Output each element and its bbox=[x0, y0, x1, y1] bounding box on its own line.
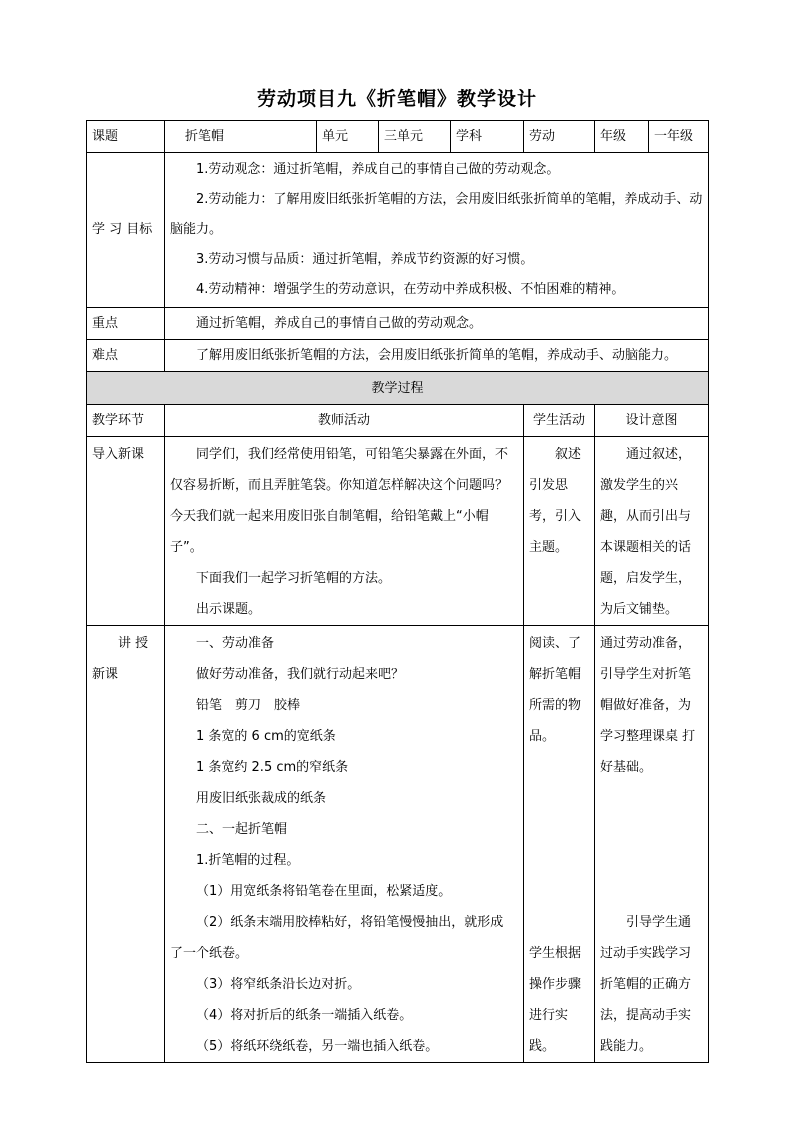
unit-label: 单元 bbox=[317, 121, 379, 153]
teacher-line: 一、劳动准备 bbox=[196, 636, 275, 651]
subject-label: 学科 bbox=[451, 121, 524, 153]
teacher-line: 做好劳动准备，我们就行动起来吧？ bbox=[196, 667, 405, 682]
key-point-row bbox=[87, 308, 709, 340]
lesson-plan-table bbox=[86, 120, 709, 1063]
col-design: 设计意图 bbox=[595, 405, 709, 437]
key-point-label: 重点 bbox=[87, 308, 165, 340]
difficulty-row bbox=[87, 340, 709, 372]
student-cell: 叙述引发思考，引入主题。 bbox=[524, 437, 595, 626]
teacher-line: （4）将对折后的纸条一端插入纸卷。 bbox=[196, 1008, 413, 1023]
teacher-paragraph: 下面我们一起学习折笔帽的方法。 bbox=[196, 571, 392, 586]
process-heading: 教学过程 bbox=[87, 372, 709, 405]
key-point-value: 通过折笔帽，养成自己的事情自己做的劳动观念。 bbox=[165, 308, 709, 340]
goals-label: 学 习 目标 bbox=[87, 153, 165, 308]
goal-item: 4.劳动精神：增强学生的劳动意识，在劳动中养成积极、不怕困难的精神。 bbox=[196, 282, 625, 297]
teacher-line: 用废旧纸张裁成的纸条 bbox=[196, 791, 327, 806]
teacher-line: 1.折笔帽的过程。 bbox=[196, 853, 300, 868]
grade-label: 年级 bbox=[595, 121, 649, 153]
design-intent: 通过劳动准备，引导学生对折笔帽做好准备，为学习整理课桌 打好基础。 bbox=[600, 636, 696, 775]
grade-value: 一年级 bbox=[649, 121, 709, 153]
process-row-teaching bbox=[87, 626, 709, 1063]
goals-row bbox=[87, 153, 709, 308]
teacher-line: 铅笔 剪刀 胶棒 bbox=[196, 698, 301, 713]
stage-cell bbox=[87, 626, 165, 1063]
teacher-cell bbox=[165, 626, 524, 1063]
difficulty-value: 了解用废旧纸张折笔帽的方法，会用废旧纸张折简单的笔帽，养成动手、动脑能力。 bbox=[165, 340, 709, 372]
student-activity: 学生根据操作步骤进行实践。 bbox=[529, 946, 582, 1054]
process-heading-row bbox=[87, 372, 709, 405]
process-column-header-row bbox=[87, 405, 709, 437]
page-title: 劳动项目九《折笔帽》教学设计 bbox=[256, 88, 537, 110]
goals-content bbox=[165, 153, 709, 308]
teacher-line: （3）将窄纸条沿长边对折。 bbox=[196, 977, 361, 992]
teacher-cell bbox=[165, 437, 524, 626]
unit-value: 三单元 bbox=[379, 121, 451, 153]
teacher-line: 二、一起折笔帽 bbox=[196, 822, 288, 837]
course-value: 折笔帽 bbox=[165, 121, 317, 153]
col-stage: 教学环节 bbox=[87, 405, 165, 437]
teacher-line: （1）用宽纸条将铅笔卷在里面，松紧适度。 bbox=[196, 884, 452, 899]
student-cell bbox=[524, 626, 595, 1063]
stage-text: 讲 授 新课 bbox=[92, 636, 149, 682]
teacher-line: （5）将纸环绕纸卷，另一端也插入纸卷。 bbox=[196, 1039, 439, 1054]
student-activity: 阅读、了解折笔帽所需的物品。 bbox=[529, 636, 582, 744]
design-cell: 通过叙述，激发学生的兴趣，从而引出与本课题相关的话题，启发学生，为后文铺垫。 bbox=[595, 437, 709, 626]
difficulty-label: 难点 bbox=[87, 340, 165, 372]
course-label: 课题 bbox=[87, 121, 165, 153]
stage-cell: 导入新课 bbox=[87, 437, 165, 626]
goal-item: 1.劳动观念：通过折笔帽，养成自己的事情自己做的劳动观念。 bbox=[196, 162, 560, 177]
teacher-line: （2）纸条末端用胶棒粘好，将铅笔慢慢抽出，就形成了一个纸卷。 bbox=[170, 915, 504, 961]
subject-value: 劳动 bbox=[524, 121, 595, 153]
header-row bbox=[87, 121, 709, 153]
design-cell bbox=[595, 626, 709, 1063]
process-row-intro bbox=[87, 437, 709, 626]
teacher-line: 1 条宽的 6 cm的宽纸条 bbox=[196, 729, 336, 744]
teacher-paragraph: 出示课题。 bbox=[196, 602, 262, 617]
goal-item: 3.劳动习惯与品质：通过折笔帽，养成节约资源的好习惯。 bbox=[196, 252, 534, 267]
design-intent: 引导学生通过动手实践学习折笔帽的正确方法，提高动手实践能力。 bbox=[600, 915, 692, 1054]
col-teacher: 教师活动 bbox=[165, 405, 524, 437]
goal-item: 2.劳动能力：了解用废旧纸张折笔帽的方法，会用废旧纸张折简单的笔帽，养成动手、动脑能力。 bbox=[170, 192, 703, 237]
teacher-line: 1 条宽约 2.5 cm的窄纸条 bbox=[196, 760, 349, 775]
teacher-paragraph: 同学们，我们经常使用铅笔，可铅笔尖暴露在外面，不仅容易折断，而且弄脏笔袋。你知道怎样解决这个问题吗？今天我们就一起来用废旧张自制笔帽，给铅笔戴上“小帽子”。 bbox=[170, 447, 509, 555]
col-student: 学生活动 bbox=[524, 405, 595, 437]
